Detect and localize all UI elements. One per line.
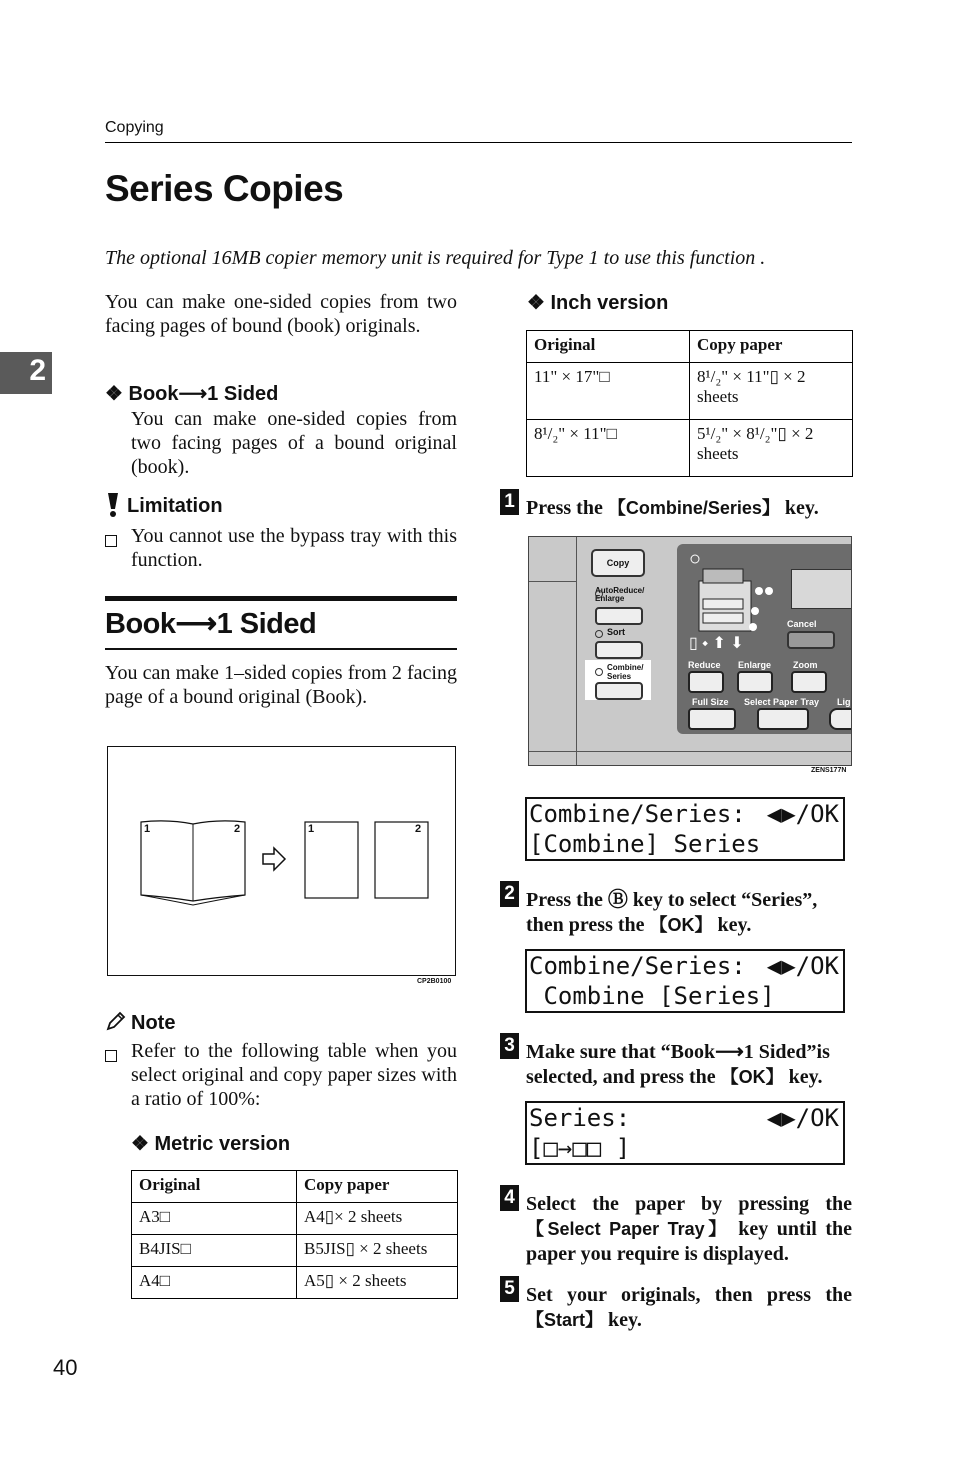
pencil-icon [105, 1010, 127, 1032]
panel-divider [529, 751, 851, 752]
step-text-part: key. [779, 497, 819, 519]
book-to-one-sided-figure [107, 746, 456, 976]
chapter-number: 2 [29, 354, 46, 387]
lcd-display-3 [525, 1101, 845, 1165]
table-header-row [132, 1171, 458, 1203]
light-label: Lig [837, 697, 851, 707]
lcd-line: [Combine] Series [529, 830, 761, 858]
table-cell: A5▯ × 2 sheets [297, 1267, 458, 1299]
zoom-label: Zoom [793, 660, 818, 670]
table-row [132, 1235, 458, 1267]
lcd-display-2 [525, 949, 845, 1013]
combine-series-label: Combine/ Series [607, 663, 644, 681]
step-4-number: 4 [500, 1185, 519, 1211]
ok-key: 【OK】 [720, 1067, 784, 1087]
step-text-part: Make sure that “Book⟶1 Sided”is selected, and press the [526, 1041, 830, 1088]
step-text-part: key. [712, 914, 752, 936]
sort-label: Sort [607, 627, 625, 637]
lcd-line: Combine/Series: [529, 800, 746, 828]
light-button[interactable] [829, 708, 852, 730]
limitation-item [105, 524, 457, 572]
table-row [132, 1267, 458, 1299]
book-heading [105, 381, 278, 406]
intro-note: The optional 16MB copier memory unit is required for Type 1 to use this function . [105, 247, 766, 269]
step-text-part: key. [783, 1066, 823, 1088]
book-heading-text: Book⟶1 Sided [128, 383, 279, 405]
copy-button[interactable]: Copy [591, 549, 645, 577]
table-header-cell: Original [527, 331, 690, 363]
start-key: 【Start】 [526, 1310, 604, 1330]
step-3-number: 3 [500, 1033, 519, 1059]
indicator-led [595, 630, 603, 638]
copy-page-1-label: 1 [308, 823, 315, 835]
table-cell: A4□ [132, 1267, 297, 1299]
status-icons: ▯ ⬩ ⬆ ⬇ [689, 635, 744, 652]
page-title: Series Copies [105, 168, 344, 209]
zoom-button[interactable] [791, 671, 827, 693]
section-heading: Book⟶1 Sided [105, 608, 317, 640]
step-text-part: key. [603, 1309, 642, 1331]
table-row [527, 420, 853, 477]
step-text-part: Set your originals, then press the [526, 1284, 852, 1306]
limitation-heading [105, 492, 223, 518]
note-heading-text: Note [131, 1012, 176, 1034]
metric-size-table [131, 1170, 458, 1299]
table-cell: 8¹/₂" × 11"□ [527, 420, 690, 477]
table-header-cell: Copy paper [690, 331, 853, 363]
book-page-1-label: 1 [144, 823, 151, 835]
copier-machine-icon [689, 551, 779, 641]
figure-code: CP2B0100 [417, 978, 452, 985]
book-illustration [108, 747, 455, 975]
select-paper-tray-key: 【Select Paper Tray】 [526, 1219, 730, 1239]
combine-series-key: 【Combine/Series】 [607, 498, 780, 518]
step-1-text [526, 496, 852, 521]
select-paper-tray-label: Select Paper Tray [744, 697, 820, 707]
diamond-bullet-icon: ❖ [527, 292, 545, 314]
lcd-nav-hint: ◀▶/OK [766, 952, 839, 980]
step-text-part: key until the paper you require is displayed. [526, 1218, 852, 1265]
section-rule-top [105, 596, 457, 601]
header-rule [105, 142, 852, 143]
inch-heading-text: Inch version [550, 292, 669, 314]
select-paper-tray-button[interactable] [757, 708, 809, 730]
combine-series-button[interactable] [595, 682, 643, 700]
section-paragraph: You can make 1–sided copies from 2 facing page of a bound original (Book). [105, 662, 457, 708]
table-header-row [527, 331, 853, 363]
indicator-led [595, 668, 603, 676]
table-cell: A4▯× 2 sheets [297, 1203, 458, 1235]
table-cell: 5¹/₂" × 8¹/₂"▯ × 2 sheets [690, 420, 853, 477]
step-5-number: 5 [500, 1276, 519, 1302]
diamond-bullet-icon: ❖ [105, 383, 123, 405]
inch-heading [527, 290, 668, 315]
step-4-text [526, 1192, 852, 1267]
limitation-heading-text: Limitation [127, 495, 223, 517]
lcd-display-1 [525, 797, 845, 861]
step-2-number: 2 [500, 881, 519, 907]
lcd-line: Combine/Series: [529, 952, 746, 980]
checkbox-bullet-icon [105, 535, 117, 547]
ok-key: 【OK】 [649, 915, 713, 935]
full-size-button[interactable] [688, 708, 736, 730]
table-header-cell: Original [132, 1171, 297, 1203]
step-2-text [526, 888, 852, 938]
metric-heading [131, 1131, 290, 1156]
cancel-label: Cancel [787, 619, 817, 629]
table-cell: B4JIS□ [132, 1235, 297, 1267]
page-number: 40 [53, 1355, 78, 1380]
enlarge-label: Enlarge [738, 660, 772, 670]
table-row [527, 363, 853, 420]
note-item [105, 1039, 457, 1111]
table-cell: A3□ [132, 1203, 297, 1235]
book-description: You can make one-sided copies from two facing pages of a bound original (book). [131, 408, 457, 478]
step-3-text [526, 1040, 852, 1090]
limitation-text: You cannot use the bypass tray with this function. [131, 525, 457, 571]
table-row [132, 1203, 458, 1235]
panel-divider [576, 537, 577, 765]
lcd-line: Series: [529, 1104, 631, 1132]
sort-button[interactable] [595, 641, 643, 659]
section-rule-bottom [105, 648, 457, 650]
table-header-cell: Copy paper [297, 1171, 458, 1203]
book-page-2-label: 2 [234, 823, 241, 835]
table-cell: 8¹/₂" × 11"▯ × 2 sheets [690, 363, 853, 420]
step-5-text [526, 1283, 852, 1333]
inch-size-table [526, 330, 853, 477]
reduce-button[interactable] [688, 671, 724, 693]
note-heading [105, 1010, 175, 1035]
intro-paragraph: You can make one-sided copies from two facing pages of bound (book) originals. [105, 291, 457, 337]
enlarge-button[interactable] [737, 671, 773, 693]
step-1-number: 1 [500, 489, 519, 515]
lcd-nav-hint: ◀▶/OK [766, 1104, 839, 1132]
copy-page-2-label: 2 [415, 823, 422, 835]
metric-heading-text: Metric version [154, 1133, 291, 1155]
step-text-part: Press the [526, 497, 608, 519]
panel-divider [529, 581, 576, 582]
exclamation-icon [105, 492, 121, 518]
panel-display [791, 569, 852, 609]
control-panel-illustration [528, 536, 852, 766]
full-size-label: Full Size [692, 697, 729, 707]
chapter-tab [0, 352, 52, 394]
note-text: Refer to the following table when you select original and copy paper sizes with a ratio of 100%: [131, 1040, 457, 1110]
table-cell: 11" × 17"□ [527, 363, 690, 420]
reduce-label: Reduce [688, 660, 721, 670]
cancel-button[interactable] [787, 631, 835, 649]
autoreduce-label: AutoReduce/ Enlarge [595, 586, 645, 603]
step-text-part: Select the paper by pressing the [526, 1193, 852, 1215]
panel-figure-code: ZENS177N [811, 767, 847, 774]
autoreduce-button[interactable] [595, 607, 643, 625]
table-cell: B5JIS▯ × 2 sheets [297, 1235, 458, 1267]
diamond-bullet-icon: ❖ [131, 1133, 149, 1155]
lcd-line: Combine [Series] [529, 982, 775, 1010]
step-text-part: Press the Ⓑ key to select “Series”, then press the [526, 889, 818, 936]
lcd-nav-hint: ◀▶/OK [766, 800, 839, 828]
running-header: Copying [105, 119, 164, 136]
checkbox-bullet-icon [105, 1050, 117, 1062]
lcd-line: [□→□□ ] [529, 1134, 631, 1162]
indicator-led [595, 590, 603, 598]
